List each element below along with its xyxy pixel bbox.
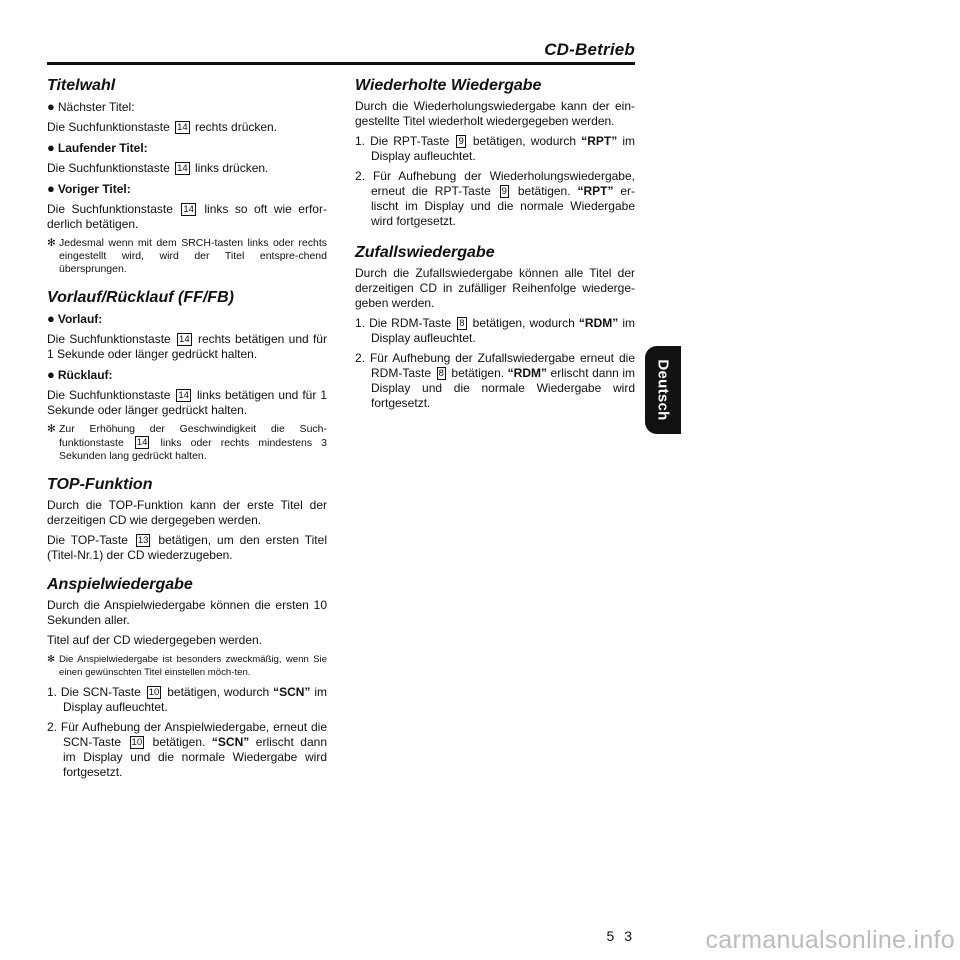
- text-rewind: Die Suchfunktionstaste 14 links betätigen und für 1 Sekunde oder länger gedrückt halten.: [47, 388, 327, 417]
- step-repeat-1: 1. Die RPT-Taste 9 betätigen, wodurch “RPT” im Display aufleuchtet.: [355, 134, 636, 163]
- step-scan-2: 2. Für Aufhebung der Anspielwiedergabe, erneut die SCN-Taste 10 betätigen. “SCN” erlischt dann im Display und die normale Wiedergabe wird fortgesetzt.: [47, 720, 328, 779]
- asterisk-icon: ✻: [47, 654, 56, 665]
- note-scan: ✻ Die Anspielwiedergabe ist besonders zweckmäßig, wenn Sie einen gewünschten Titel einstellen möch-ten.: [47, 654, 327, 678]
- key-badge: 14: [136, 437, 148, 448]
- bullet-rewind: ● Rücklauf:: [47, 367, 113, 382]
- language-tab-label: Deutsch: [654, 359, 672, 421]
- section-heading-random: Zufallswiedergabe: [355, 244, 495, 261]
- note-titelwahl: ✻ Jedesmal wenn mit dem SRCH-tasten links oder rechts eingestellt wird, wird der Titel entspre-chend übersprungen.: [47, 237, 327, 275]
- language-side-tab: [645, 346, 681, 434]
- bullet-fast-forward: ● Vorlauf:: [47, 311, 103, 326]
- key-badge: 8: [438, 368, 444, 379]
- text-fast-forward: Die Suchfunktionstaste 14 rechts betätigen und für 1 Sekunde oder länger gedrückt halten.: [47, 332, 327, 361]
- bullet-icon: ●: [47, 99, 55, 114]
- key-badge: 14: [177, 122, 188, 133]
- bullet-icon: ●: [47, 140, 55, 155]
- bullet-previous-track: ● Voriger Titel:: [47, 181, 131, 196]
- text-top-instruction: Die TOP-Taste 13 betätigen, um den ersten Titel (Titel-Nr.1) der CD wiederzugeben.: [47, 533, 327, 562]
- text-scan-description: Durch die Anspielwiedergabe können die ersten 10 Sekunden aller.: [47, 598, 327, 627]
- text-current-track: Die Suchfunktionstaste 14 links drücken.: [47, 161, 269, 175]
- step-repeat-2: 2. Für Aufhebung der Wiederholungswiedergabe, erneut die RPT-Taste 9 betätigen. “RPT” er-lischt im Display und die normale Wiedergabe wird fortgesetzt.: [355, 169, 635, 228]
- step-random-2: 2. Für Aufhebung der Zufallswiedergabe erneut die RDM-Taste 8 betätigen. “RDM” erlischt dann im Display und die normale Wiedergabe wird fortgesetzt.: [355, 351, 635, 410]
- section-heading-repeat: Wiederholte Wiedergabe: [355, 77, 542, 94]
- key-badge: 14: [179, 334, 190, 345]
- asterisk-icon: ✻: [47, 423, 56, 435]
- section-heading-scan: Anspielwiedergabe: [47, 576, 193, 593]
- text-previous-track: Die Suchfunktionstaste 14 links so oft wie erfor-derlich betätigen.: [47, 202, 327, 231]
- key-badge: 14: [183, 204, 194, 215]
- asterisk-icon: ✻: [47, 237, 56, 249]
- key-badge: 10: [131, 737, 143, 748]
- bullet-current-track: ● Laufender Titel:: [47, 140, 148, 155]
- step-random-1: 1. Die RDM-Taste 8 betätigen, wodurch “RDM” im Display aufleuchtet.: [355, 316, 636, 345]
- bullet-icon: ●: [47, 181, 55, 196]
- step-scan-1: 1. Die SCN-Taste 10 betätigen, wodurch “SCN” im Display aufleuchtet.: [47, 685, 328, 714]
- key-badge: 8: [459, 318, 465, 329]
- section-heading-titelwahl: Titelwahl: [47, 77, 116, 94]
- text-scan-description-2: Titel auf der CD wiedergegeben werden.: [47, 633, 263, 647]
- key-badge: 10: [148, 687, 160, 698]
- bullet-icon: ●: [47, 367, 55, 382]
- key-badge: 9: [501, 186, 507, 197]
- section-heading-ff-fb: Vorlauf/Rücklauf (FF/FB): [47, 289, 234, 306]
- page-number: 5 3: [606, 928, 635, 944]
- text-next-track: Die Suchfunktionstaste 14 rechts drücken.: [47, 120, 278, 134]
- page-header-title: CD-Betrieb: [544, 40, 635, 59]
- bullet-icon: ●: [47, 311, 55, 326]
- header-rule: [47, 62, 635, 65]
- text-random-description: Durch die Zufallswiedergabe können alle Titel der derzeitigen CD in zufälliger Reihenfolge wiederge-geben werden.: [355, 266, 635, 310]
- key-badge: 14: [178, 390, 189, 401]
- key-badge: 14: [177, 163, 188, 174]
- bullet-next-track: ● Nächster Titel:: [47, 99, 135, 114]
- key-badge: 13: [137, 535, 149, 546]
- key-badge: 9: [458, 136, 464, 147]
- text-top-description: Durch die TOP-Funktion kann der erste Titel der derzeitigen CD wie dergegeben werden.: [47, 498, 327, 527]
- watermark: carmanualsonline.info: [705, 926, 955, 954]
- left-column: [47, 76, 327, 780]
- text-repeat-description: Durch die Wiederholungswiedergabe kann der ein-gestellte Titel wiederholt wiedergegeben werden.: [355, 99, 635, 128]
- note-ff-fb: ✻ Zur Erhöhung der Geschwindigkeit die Such-funktionstaste 14 links oder rechts mindestens 3 Sekunden lang gedrückt halten.: [47, 423, 327, 462]
- section-heading-top: TOP-Funktion: [47, 476, 153, 493]
- right-column: [355, 76, 635, 411]
